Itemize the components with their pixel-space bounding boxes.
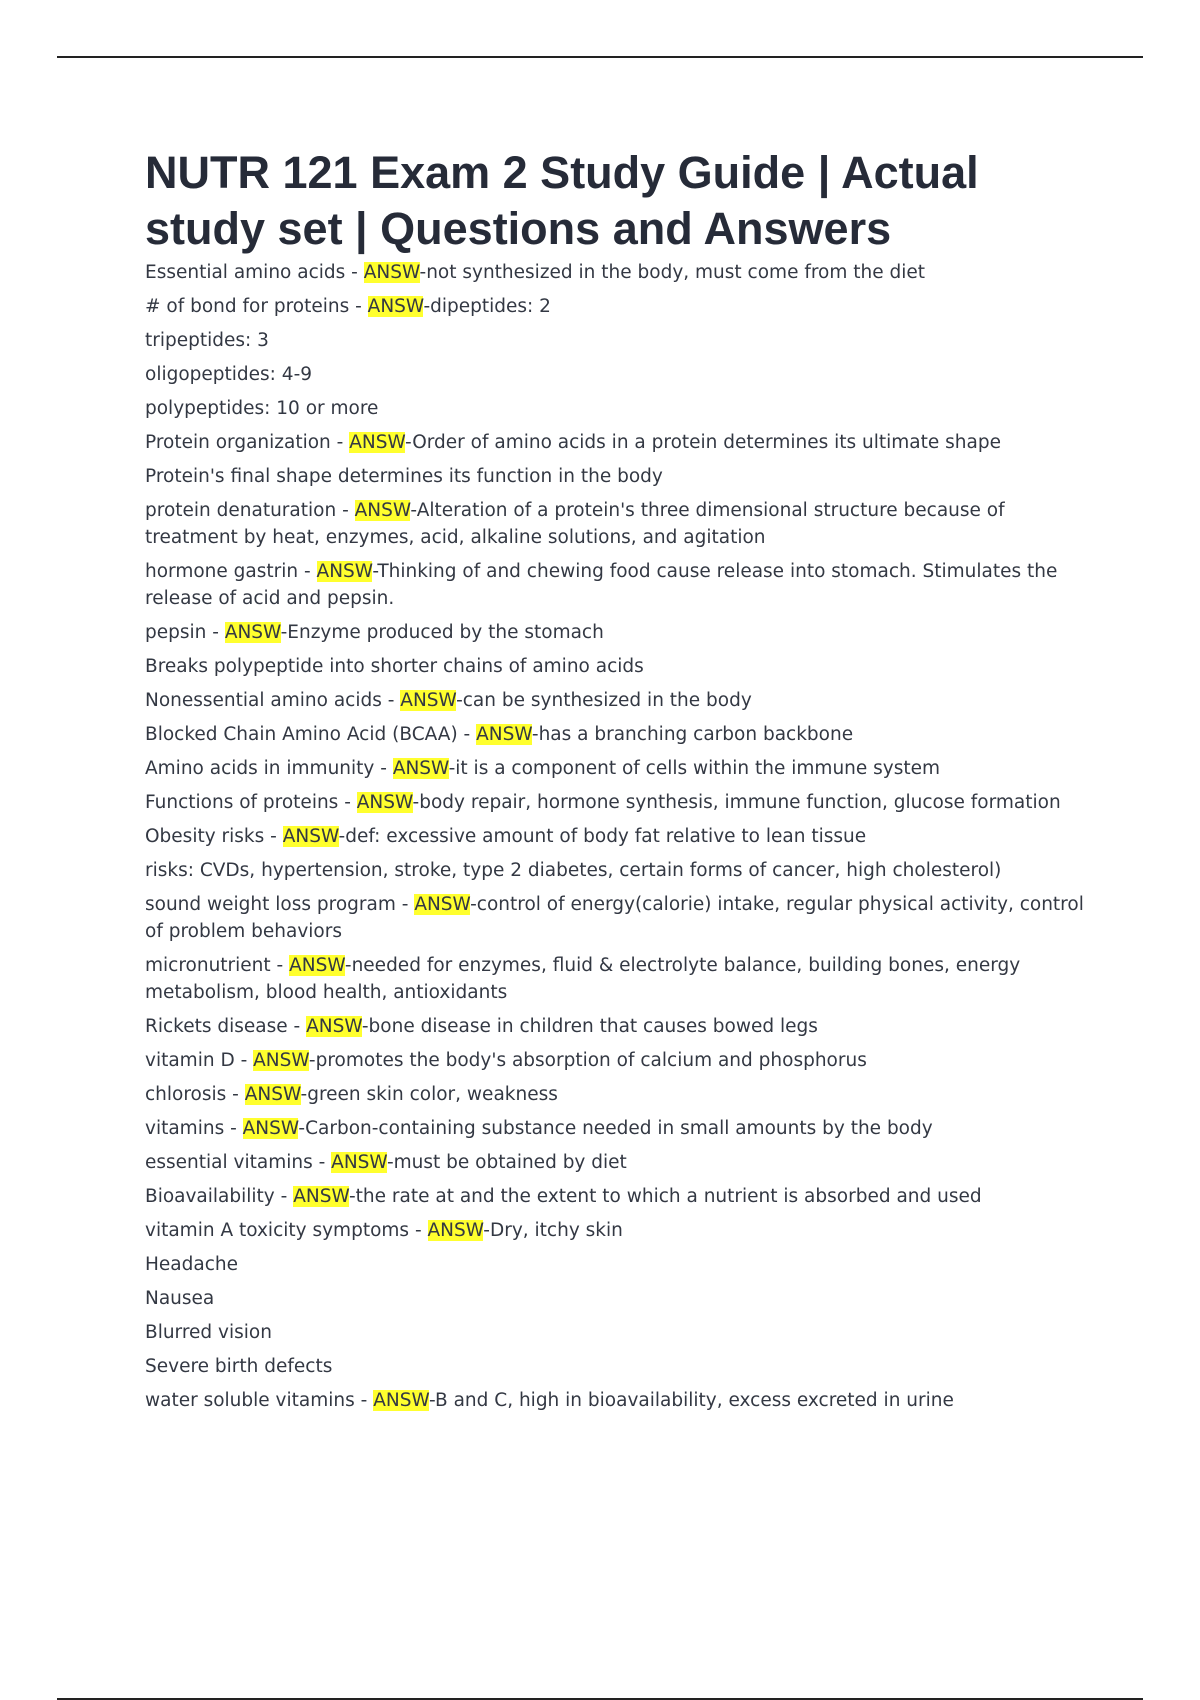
entry-separator: -	[270, 955, 290, 976]
qa-list	[145, 259, 1085, 1414]
answer-dash: -	[300, 1084, 308, 1105]
entry-term: water soluble vitamins	[145, 1390, 355, 1411]
answer-marker-highlight: ANSW	[293, 1186, 349, 1207]
entry-term: essential vitamins	[145, 1152, 313, 1173]
entry-separator: -	[338, 792, 357, 813]
qa-entry	[145, 891, 1085, 945]
entry-term: vitamin A toxicity symptoms	[145, 1220, 410, 1241]
continuation-line	[145, 857, 1085, 884]
entry-answer: Dry, itchy skin	[489, 1220, 623, 1241]
continuation-line	[145, 1251, 1085, 1278]
qa-entry	[145, 1149, 1085, 1176]
entry-answer: dipeptides: 2	[430, 296, 551, 317]
answer-dash: -	[419, 262, 427, 283]
entry-answer: Order of amino acids in a protein determines its ultimate shape	[412, 432, 1001, 453]
entry-separator: -	[298, 561, 317, 582]
answer-dash: -	[338, 826, 346, 847]
entry-answer: bone disease in children that causes bowed legs	[368, 1016, 818, 1037]
answer-marker-highlight: ANSW	[427, 1220, 484, 1241]
qa-entry	[145, 429, 1085, 456]
document-page	[145, 145, 1085, 1421]
answer-marker-highlight: ANSW	[363, 262, 420, 283]
entry-answer: must be obtained by diet	[393, 1152, 627, 1173]
answer-dash: -	[531, 724, 539, 745]
continuation-line	[145, 1285, 1085, 1312]
entry-separator: -	[336, 500, 355, 521]
document-title: NUTR 121 Exam 2 Study Guide | Actual study set | Questions and Answers	[145, 147, 979, 254]
continuation-line	[145, 327, 1085, 354]
entry-term: Nonessential amino acids	[145, 690, 382, 711]
answer-dash: -	[308, 1050, 316, 1071]
entry-term: Blocked Chain Amino Acid (BCAA)	[145, 724, 458, 745]
qa-entry	[145, 1217, 1085, 1244]
answer-dash: -	[404, 432, 413, 453]
entry-text: oligopeptides: 4-9	[145, 364, 313, 385]
qa-entry	[145, 558, 1085, 612]
answer-dash: -	[348, 1186, 356, 1207]
entry-answer: Alteration of a protein's three dimensional structure because of treatment by heat, enzymes, acid, alkaline solutions, and agitation	[145, 500, 1005, 548]
entry-separator: -	[264, 826, 283, 847]
entry-separator: -	[330, 432, 350, 453]
entry-answer: Thinking of and chewing food cause release into stomach. Stimulates the release of acid and pepsin.	[145, 561, 1058, 609]
qa-entry	[145, 1183, 1085, 1210]
qa-entry	[145, 1013, 1085, 1040]
qa-entry	[145, 293, 1085, 320]
answer-dash: -	[386, 1152, 394, 1173]
entry-answer: promotes the body's absorption of calcium and phosphorus	[315, 1050, 867, 1071]
continuation-line	[145, 1319, 1085, 1346]
answer-marker-highlight: ANSW	[224, 622, 281, 643]
answer-marker-highlight: ANSW	[356, 792, 413, 813]
entry-text: polypeptides: 10 or more	[145, 398, 379, 419]
answer-dash: -	[298, 1118, 306, 1139]
answer-marker-highlight: ANSW	[349, 432, 405, 453]
qa-entry	[145, 1387, 1085, 1414]
entry-term: vitamin D	[145, 1050, 235, 1071]
answer-marker-highlight: ANSW	[331, 1152, 387, 1173]
entry-term: sound weight loss program	[145, 894, 396, 915]
answer-dash: -	[410, 500, 417, 521]
entry-term: Rickets disease	[145, 1016, 288, 1037]
answer-dash: -	[470, 894, 477, 915]
answer-dash: -	[372, 561, 378, 582]
entry-separator: -	[312, 1152, 332, 1173]
answer-dash: -	[448, 758, 456, 779]
entry-term: hormone gastrin	[145, 561, 299, 582]
entry-separator: -	[395, 894, 415, 915]
entry-text: Headache	[145, 1254, 238, 1275]
answer-marker-highlight: ANSW	[289, 955, 345, 976]
qa-entry	[145, 687, 1085, 714]
entry-separator: -	[457, 724, 477, 745]
answer-marker-highlight: ANSW	[282, 826, 339, 847]
answer-dash: -	[423, 296, 431, 317]
qa-entry	[145, 619, 1085, 646]
qa-entry	[145, 721, 1085, 748]
continuation-line	[145, 361, 1085, 388]
entry-separator: -	[354, 1390, 374, 1411]
entry-term: micronutrient	[145, 955, 271, 976]
entry-answer: not synthesized in the body, must come from the diet	[426, 262, 926, 283]
entry-term: pepsin	[145, 622, 207, 643]
entry-answer: the rate at and the extent to which a nutrient is absorbed and used	[355, 1186, 982, 1207]
qa-entry	[145, 1047, 1085, 1074]
qa-entry	[145, 259, 1085, 286]
answer-marker-highlight: ANSW	[400, 690, 457, 711]
entry-separator: -	[224, 1118, 243, 1139]
qa-entry	[145, 755, 1085, 782]
answer-marker-highlight: ANSW	[306, 1016, 362, 1037]
entry-text: Protein's final shape determines its function in the body	[145, 466, 663, 487]
entry-answer: green skin color, weakness	[307, 1084, 558, 1105]
qa-entry	[145, 823, 1085, 850]
continuation-line	[145, 395, 1085, 422]
entry-term: Bioavailability	[145, 1186, 275, 1207]
answer-dash: -	[344, 955, 352, 976]
answer-marker-highlight: ANSW	[242, 1118, 299, 1139]
entry-separator: -	[274, 1186, 294, 1207]
entry-term: Functions of proteins	[145, 792, 339, 813]
entry-term: protein denaturation	[145, 500, 337, 521]
entry-text: risks: CVDs, hypertension, stroke, type 2 diabetes, certain forms of cancer, high cholesterol)	[145, 860, 1002, 881]
qa-entry	[145, 497, 1085, 551]
answer-dash: -	[483, 1220, 490, 1241]
entry-separator: -	[206, 622, 225, 643]
entry-term: Protein organization	[145, 432, 331, 453]
entry-answer: body repair, hormone synthesis, immune function, glucose formation	[419, 792, 1061, 813]
entry-separator: -	[287, 1016, 307, 1037]
answer-marker-highlight: ANSW	[373, 1390, 429, 1411]
entry-answer: Carbon-containing substance needed in small amounts by the body	[305, 1118, 933, 1139]
answer-marker-highlight: ANSW	[414, 894, 471, 915]
entry-separator: -	[374, 758, 393, 779]
answer-marker-highlight: ANSW	[392, 758, 449, 779]
entry-separator: -	[409, 1220, 428, 1241]
entry-answer: it is a component of cells within the immune system	[455, 758, 941, 779]
entry-separator: -	[226, 1084, 245, 1105]
entry-term: Obesity risks	[145, 826, 265, 847]
entry-answer: def: excessive amount of body fat relative to lean tissue	[345, 826, 867, 847]
answer-dash: -	[456, 690, 463, 711]
continuation-line	[145, 463, 1085, 490]
continuation-line	[145, 1353, 1085, 1380]
qa-entry	[145, 789, 1085, 816]
entry-term: # of bond for proteins	[145, 296, 350, 317]
entry-text: Severe birth defects	[145, 1356, 333, 1377]
answer-marker-highlight: ANSW	[354, 500, 411, 521]
answer-marker-highlight: ANSW	[367, 296, 424, 317]
top-rule	[57, 56, 1143, 58]
answer-marker-highlight: ANSW	[244, 1084, 301, 1105]
qa-entry	[145, 1115, 1085, 1142]
entry-term: chlorosis	[145, 1084, 227, 1105]
answer-dash: -	[412, 792, 420, 813]
entry-separator: -	[234, 1050, 254, 1071]
entry-text: tripeptides: 3	[145, 330, 269, 351]
entry-answer: has a branching carbon backbone	[538, 724, 854, 745]
entry-answer: can be synthesized in the body	[462, 690, 752, 711]
entry-term: Amino acids in immunity	[145, 758, 375, 779]
entry-term: vitamins	[145, 1118, 225, 1139]
answer-dash: -	[428, 1390, 436, 1411]
answer-dash: -	[361, 1016, 369, 1037]
continuation-line	[145, 653, 1085, 680]
entry-text: Breaks polypeptide into shorter chains of amino acids	[145, 656, 644, 677]
entry-separator: -	[345, 262, 364, 283]
entry-answer: Enzyme produced by the stomach	[287, 622, 604, 643]
entry-separator: -	[381, 690, 401, 711]
entry-text: Blurred vision	[145, 1322, 272, 1343]
qa-entry	[145, 1081, 1085, 1108]
entry-text: Nausea	[145, 1288, 215, 1309]
entry-separator: -	[349, 296, 368, 317]
entry-term: Essential amino acids	[145, 262, 346, 283]
answer-dash: -	[280, 622, 288, 643]
answer-marker-highlight: ANSW	[253, 1050, 309, 1071]
qa-entry	[145, 952, 1085, 1006]
entry-answer: control of energy(calorie) intake, regular physical activity, control of problem behaviors	[145, 894, 1084, 942]
entry-answer: needed for enzymes, fluid & electrolyte balance, building bones, energy metabolism, blood health, antioxidants	[145, 955, 1021, 1003]
answer-marker-highlight: ANSW	[316, 561, 373, 582]
answer-marker-highlight: ANSW	[476, 724, 532, 745]
entry-answer: B and C, high in bioavailability, excess excreted in urine	[435, 1390, 954, 1411]
